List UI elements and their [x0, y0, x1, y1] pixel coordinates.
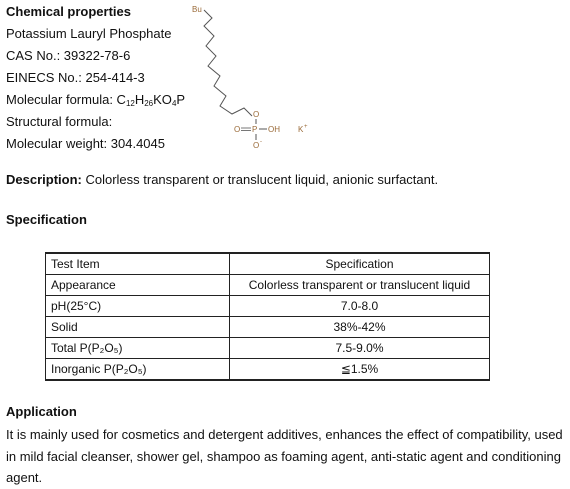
- description-label: Description:: [6, 172, 86, 187]
- structure-o-top: O: [253, 110, 260, 119]
- description-text: Colorless transparent or translucent liquid, anionic surfactant.: [85, 172, 439, 187]
- test-item-cell: pH(25°C): [46, 296, 230, 317]
- molecular-weight: Molecular weight: 304.4045: [6, 136, 165, 151]
- specification-cell: 7.0-8.0: [230, 296, 490, 317]
- chemical-properties: [6, 4, 185, 158]
- table-row: [46, 338, 490, 359]
- header-test-item: Test Item: [46, 253, 230, 275]
- alkyl-chain: [204, 10, 252, 116]
- specification-cell: Colorless transparent or translucent liquid: [230, 275, 490, 296]
- test-item-cell: Appearance: [46, 275, 230, 296]
- table-row: [46, 359, 490, 381]
- specification-cell: 38%-42%: [230, 317, 490, 338]
- einecs-number: EINECS No.: 254-414-3: [6, 70, 145, 85]
- description: [6, 172, 438, 188]
- structure-bu-label: Bu: [192, 5, 202, 14]
- structure-k: K: [298, 125, 304, 134]
- cas-number: CAS No.: 39322-78-6: [6, 48, 131, 63]
- structure-p: P: [252, 125, 258, 134]
- structural-formula-label: Structural formula:: [6, 114, 113, 129]
- molecular-formula: Molecular formula: $C_{12}H_{26}KO_4P$: [6, 92, 186, 108]
- test-item-cell: Inorganic P(P₂O₅): [46, 359, 230, 381]
- specification-heading: Specification: [6, 212, 87, 227]
- table-row: [46, 275, 490, 296]
- structure-k-plus: +: [304, 124, 308, 130]
- structure-o-minus: O: [253, 141, 260, 150]
- test-item-cell: Solid: [46, 317, 230, 338]
- header-specification: Specification: [230, 253, 490, 275]
- specification-cell: ≦1.5%: [230, 359, 490, 381]
- table-row: [46, 317, 490, 338]
- structural-formula-diagram: [190, 2, 330, 152]
- specification-table: [45, 252, 490, 381]
- properties-heading: Chemical properties: [6, 4, 131, 19]
- specification-cell: 7.5-9.0%: [230, 338, 490, 359]
- structure-oh: OH: [268, 125, 280, 134]
- application-heading: Application: [6, 404, 77, 419]
- table-row: [46, 296, 490, 317]
- application-text: It is mainly used for cosmetics and detergent additives, enhances the effect of compatibility, used in mild facial cleanser, shower gel, shampoo as foaming agent, anti-static agent and conditioning agent.: [6, 427, 563, 485]
- structure-o-double: O: [234, 125, 241, 134]
- test-item-cell: Total P(P₂O₅): [46, 338, 230, 359]
- table-header-row: [46, 253, 490, 275]
- structure-minus-sign: -: [260, 139, 262, 145]
- chemical-name: Potassium Lauryl Phosphate: [6, 26, 172, 41]
